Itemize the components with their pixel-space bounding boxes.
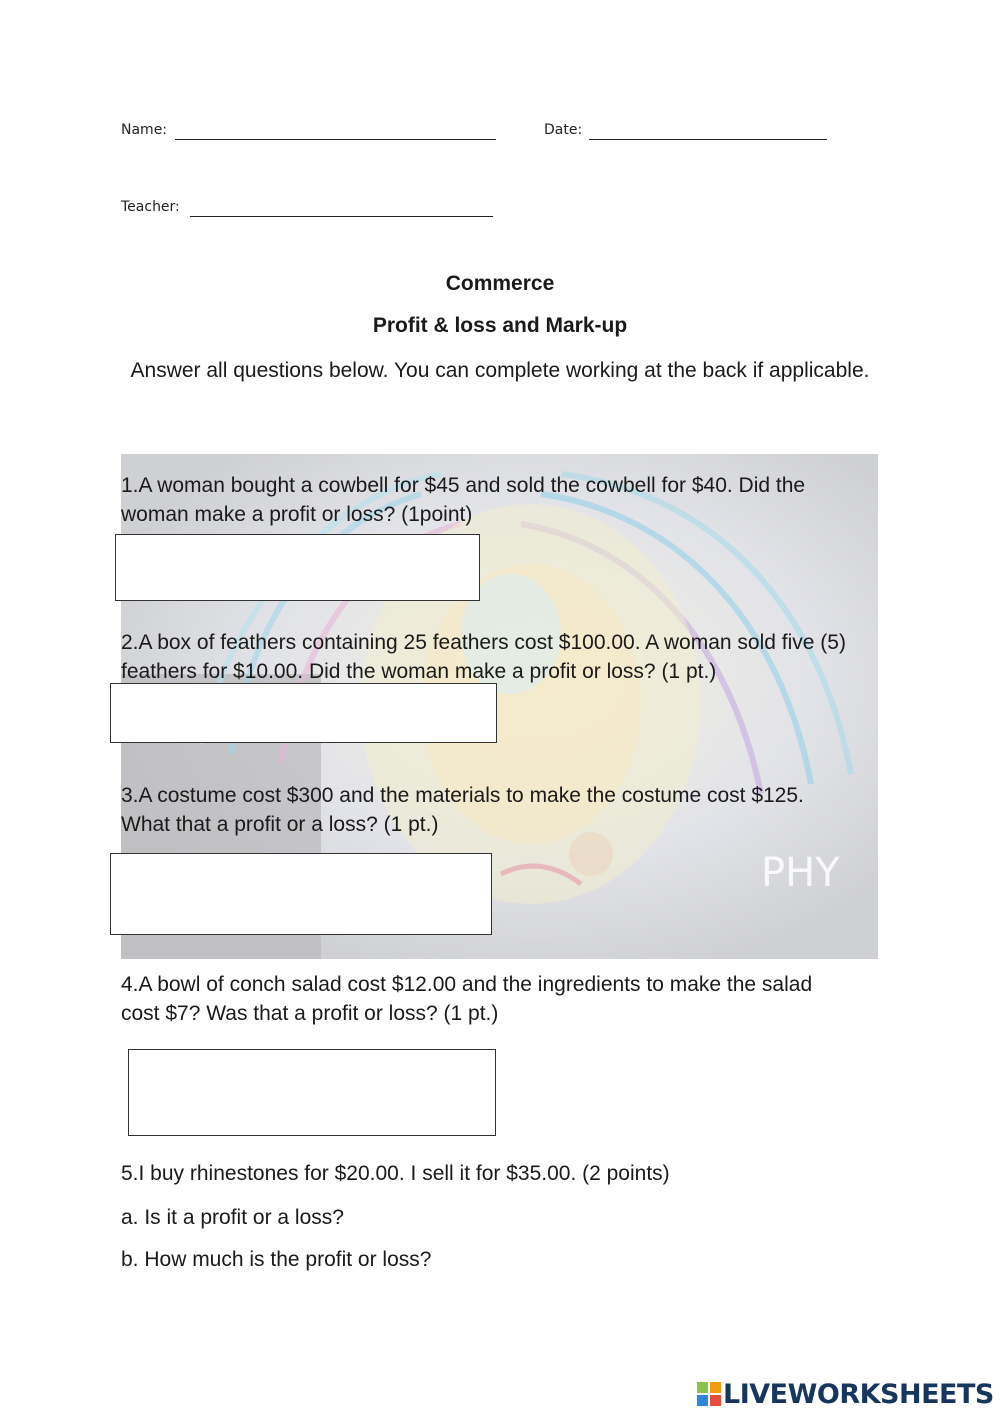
question-5b: b. How much is the profit or loss? [121,1248,432,1271]
answer-box-4[interactable] [128,1049,496,1136]
teacher-field[interactable] [190,216,493,217]
teacher-label: Teacher: [121,199,180,215]
answer-box-2[interactable] [110,683,497,743]
page-title: Commerce [445,272,555,295]
logo-text: LIVEWORKSHEETS [723,1378,994,1410]
date-field[interactable] [589,139,827,140]
liveworksheets-logo[interactable] [697,1378,994,1410]
date-label: Date: [544,122,583,138]
name-label: Name: [121,122,168,138]
instructions: Answer all questions below. You can complete working at the back if applicable. [130,359,870,382]
question-5a: a. Is it a profit or a loss? [121,1206,344,1229]
question-3: 3.A costume cost $300 and the materials to make the costume cost $125. What that a profit or a loss? (1 pt.) [121,784,804,836]
question-5: 5.I buy rhinestones for $20.00. I sell it for $35.00. (2 points) [121,1162,670,1185]
name-field[interactable] [175,139,496,140]
question-2: 2.A box of feathers containing 25 feathers cost $100.00. A woman sold five (5) feathers for $10.00. Did the woman make a profit or loss? (1 pt.) [121,631,846,683]
answer-box-3[interactable] [110,853,492,935]
question-4: 4.A bowl of conch salad cost $12.00 and the ingredients to make the salad cost $7? Was that a profit or loss? (1 pt.) [121,973,813,1025]
page-subtitle: Profit & loss and Mark-up [372,314,628,337]
question-1: 1.A woman bought a cowbell for $45 and sold the cowbell for $40. Did the woman make a profit or loss? (1point) [121,474,806,526]
answer-box-1[interactable] [115,534,480,601]
liveworksheets-badge-icon [697,1382,721,1406]
photo-watermark: PHY [761,850,840,896]
